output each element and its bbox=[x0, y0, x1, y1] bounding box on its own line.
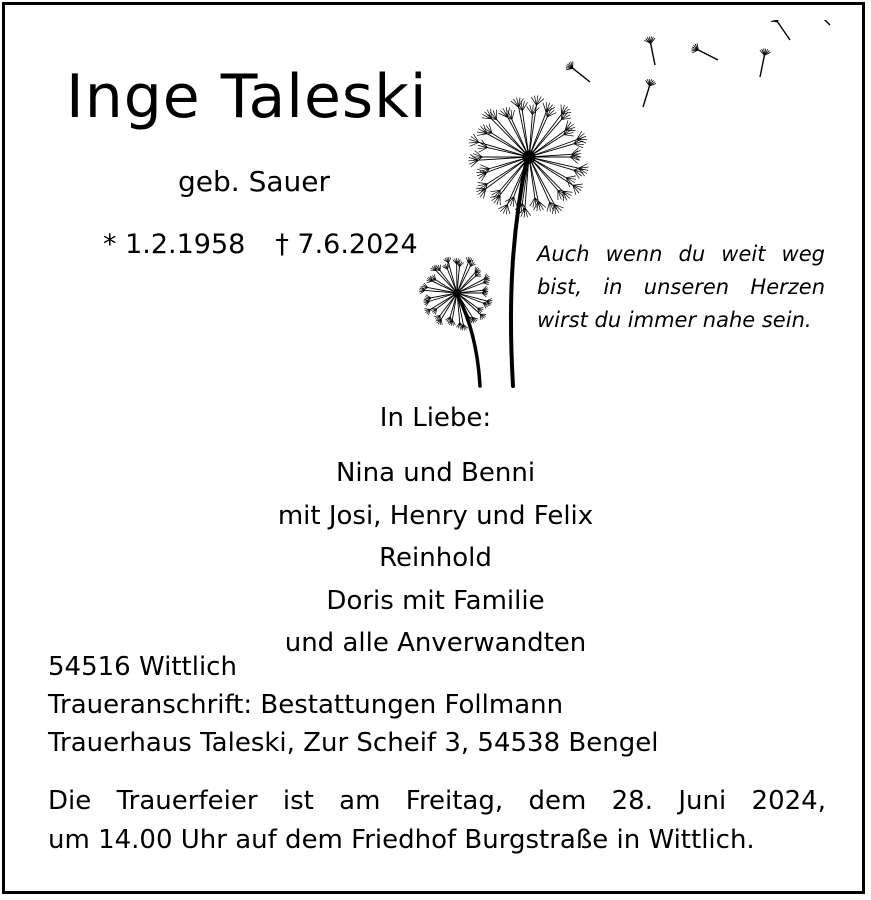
mourner-line: und alle Anverwandten bbox=[284, 628, 587, 658]
address-line: Trauerhaus Taleski, Zur Scheif 3, 54538 Bengel bbox=[48, 728, 659, 758]
mourner-line: mit Josi, Henry und Felix bbox=[277, 500, 594, 531]
mourners-list bbox=[0, 452, 871, 665]
quote-line: bist, in unseren Herzen bbox=[537, 275, 825, 299]
mourner-line: Reinhold bbox=[379, 543, 492, 573]
funeral-line: Die Trauerfeier ist am Freitag, dem 28. Juni 2024, bbox=[48, 786, 826, 816]
death-date: † 7.6.2024 bbox=[275, 229, 418, 260]
deceased-name: Inge Taleski bbox=[66, 62, 428, 132]
flying-seeds-icon bbox=[566, 20, 830, 107]
quote-line: wirst du immer nahe sein. bbox=[537, 308, 812, 332]
funeral-line: um 14.00 Uhr auf dem Friedhof Burgstraße in Wittlich. bbox=[48, 825, 755, 855]
memorial-quote bbox=[537, 238, 825, 337]
large-dandelion-icon bbox=[468, 95, 588, 217]
mourner-line: Nina und Benni bbox=[335, 458, 536, 488]
birth-date: * 1.2.1958 bbox=[103, 229, 246, 260]
address-line: Traueranschrift: Bestattungen Follmann bbox=[48, 690, 564, 720]
address-line: 54516 Wittlich bbox=[48, 652, 237, 682]
mourners-heading: In Liebe: bbox=[379, 403, 492, 433]
dandelion-illustration bbox=[410, 20, 850, 400]
small-dandelion-icon bbox=[419, 257, 492, 331]
birth-name: geb. Sauer bbox=[178, 165, 330, 198]
funeral-info bbox=[48, 782, 826, 860]
mourner-line: Doris mit Familie bbox=[326, 585, 545, 616]
address-block bbox=[48, 648, 658, 762]
life-dates bbox=[103, 229, 418, 260]
quote-line: Auch wenn du weit weg bbox=[537, 242, 825, 266]
